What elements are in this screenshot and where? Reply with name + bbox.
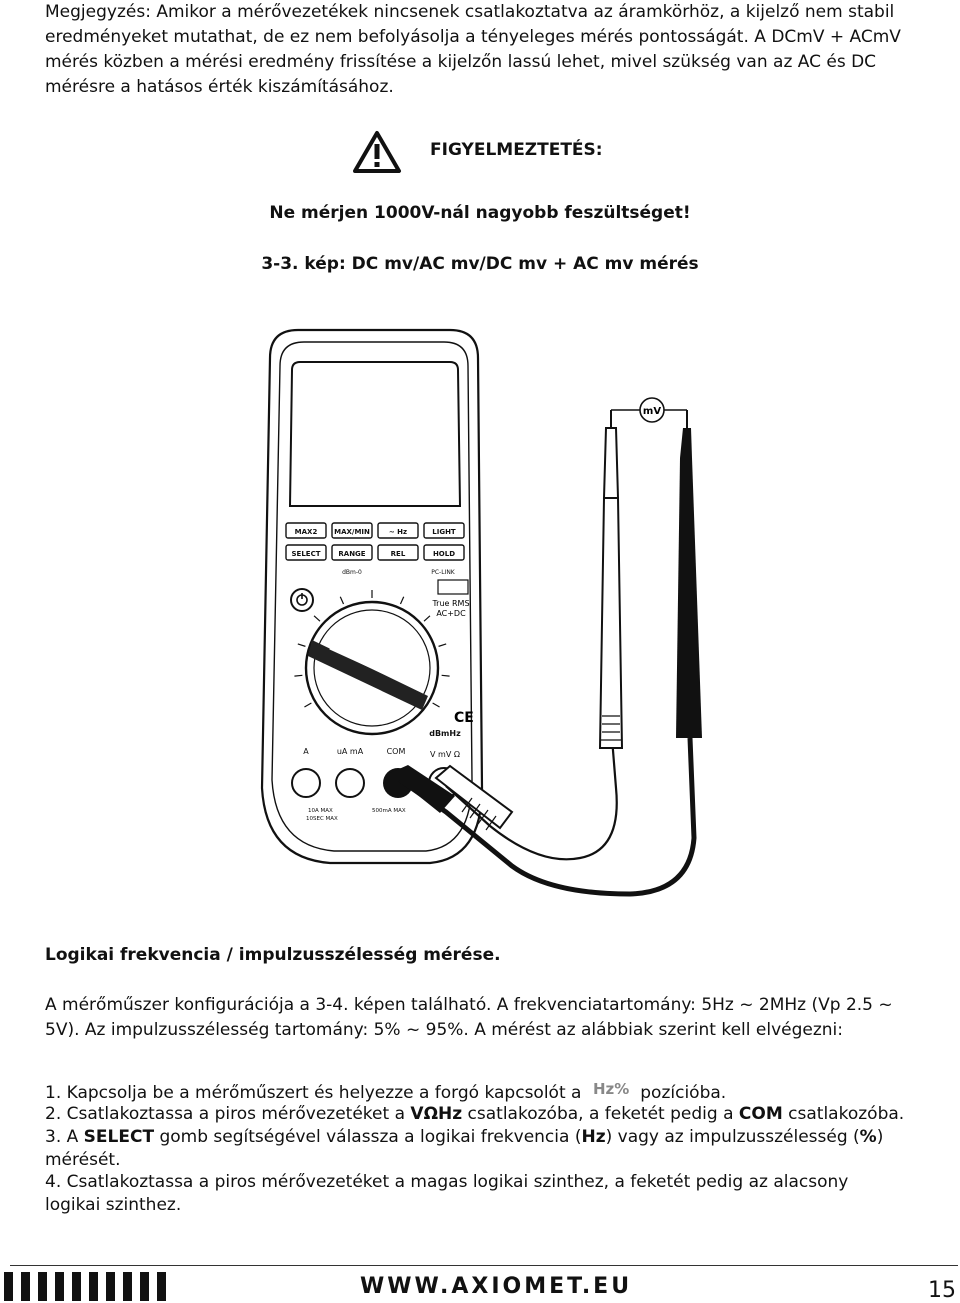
intro-line-1: Megjegyzés: Amikor a mérővezetékek nincsenek csatlakoztatva az áramkörhöz, a kijelző nem stabil <box>45 2 895 22</box>
ce-mark: CE <box>454 710 474 726</box>
hz-percent-icon <box>591 1080 631 1102</box>
jack-label-com: COM <box>386 747 406 756</box>
section-heading: Logikai frekvencia / impulzusszélesség mérése. <box>45 945 501 965</box>
sub-label-dbm: dBm-0 <box>342 569 362 576</box>
sub-label-pclink: PC-LINK <box>431 569 455 576</box>
step-4: 4. Csatlakoztassa a piros mérővezetéket a magas logikai szinthez, a feketét pedig az alacsony <box>45 1172 849 1192</box>
page-number: 15 <box>928 1278 956 1303</box>
footer-barcode-decoration <box>4 1272 166 1301</box>
meter-button-label-5: RANGE <box>338 550 366 558</box>
true-rms-label: True RMS <box>432 599 470 608</box>
step-3-line-2: mérését. <box>45 1150 121 1170</box>
section-para-2: 5V). Az impulzusszélesség tartomány: 5% ~ 95%. A mérést az alábbiak szerint kell elvégezni: <box>45 1020 843 1040</box>
jack-ua-ma[interactable] <box>336 769 364 797</box>
meter-button-label-2: ~ Hz <box>388 528 408 536</box>
dial-tick <box>294 675 302 676</box>
jack-label-ua-ma: uA mA <box>336 747 364 756</box>
jack-a[interactable] <box>292 769 320 797</box>
fuse-label-10sec: 10SEC MAX <box>306 816 338 822</box>
step-2: 2. Csatlakoztassa a piros mérővezetéket a VΩHz csatlakozóba, a feketét pedig a COM csatlakozóba. <box>45 1104 905 1124</box>
section-para-1: A mérőműszer konfigurációja a 3-4. képen található. A frekvenciatartomány: 5Hz ~ 2MHz (Vp 2.5 ~ <box>45 995 893 1015</box>
fuse-label-500ma: 500mA MAX <box>372 808 406 814</box>
mv-meter-label: mV <box>642 406 662 417</box>
jack-label-v-mv-ohm: V mV Ω <box>430 750 460 759</box>
acdc-label: AC+DC <box>436 609 466 618</box>
intro-line-3: mérés közben a mérési eredmény frissítése a kijelzőn lassú lehet, mivel szükség van az AC és DC <box>45 52 877 72</box>
fuse-label-10a: 10A MAX <box>308 808 333 814</box>
dial-tick <box>433 703 440 707</box>
dial-tick <box>304 703 311 707</box>
meter-button-label-4: SELECT <box>291 550 321 558</box>
figure-caption: 3-3. kép: DC mv/AC mv/DC mv + AC mv mérés <box>261 254 699 274</box>
dial-tick <box>439 644 447 646</box>
jack-label-a: A <box>303 747 309 756</box>
warning-triangle-icon <box>352 130 402 174</box>
meter-button-label-0: MAX2 <box>294 528 318 536</box>
step-1: 1. Kapcsolja be a mérőműszert és helyezze a forgó kapcsolót a Hz% pozícióba. <box>45 1080 727 1103</box>
intro-line-4: mérésre a hatásos érték kiszámításához. <box>45 77 394 97</box>
right-label-dbmhz: dBmHz <box>429 729 461 738</box>
dial-tick <box>442 675 450 676</box>
footer-rule <box>10 1265 958 1266</box>
footer-url[interactable]: WWW.AXIOMET.EU <box>360 1274 633 1299</box>
dial-tick <box>400 597 403 604</box>
meter-button-label-7: HOLD <box>432 550 456 558</box>
dial-tick <box>298 644 306 646</box>
dial-tick <box>314 616 320 621</box>
dial-tick <box>340 597 343 604</box>
multimeter-figure <box>250 318 720 908</box>
warning-title: FIGYELMEZTETÉS: <box>430 140 603 160</box>
meter-button-label-1: MAX/MIN <box>334 528 370 536</box>
svg-text:Hz%: Hz% <box>592 1080 630 1098</box>
meter-button-label-6: REL <box>390 550 406 558</box>
meter-button-label-3: LIGHT <box>432 528 456 536</box>
intro-line-2: eredményeket mutathat, de ez nem befolyásolja a tényeleges mérés pontosságát. A DCmV + ACmV <box>45 27 901 47</box>
warning-text: Ne mérjen 1000V-nál nagyobb feszültséget! <box>269 203 691 223</box>
step-3: 3. A SELECT gomb segítségével válassza a logikai frekvencia (Hz) vagy az impulzusszélesség (%) <box>45 1127 884 1147</box>
power-button[interactable] <box>291 589 313 611</box>
step-4-line-2: logikai szinthez. <box>45 1195 182 1215</box>
rotary-dial[interactable] <box>306 602 438 734</box>
dial-tick <box>424 616 430 621</box>
